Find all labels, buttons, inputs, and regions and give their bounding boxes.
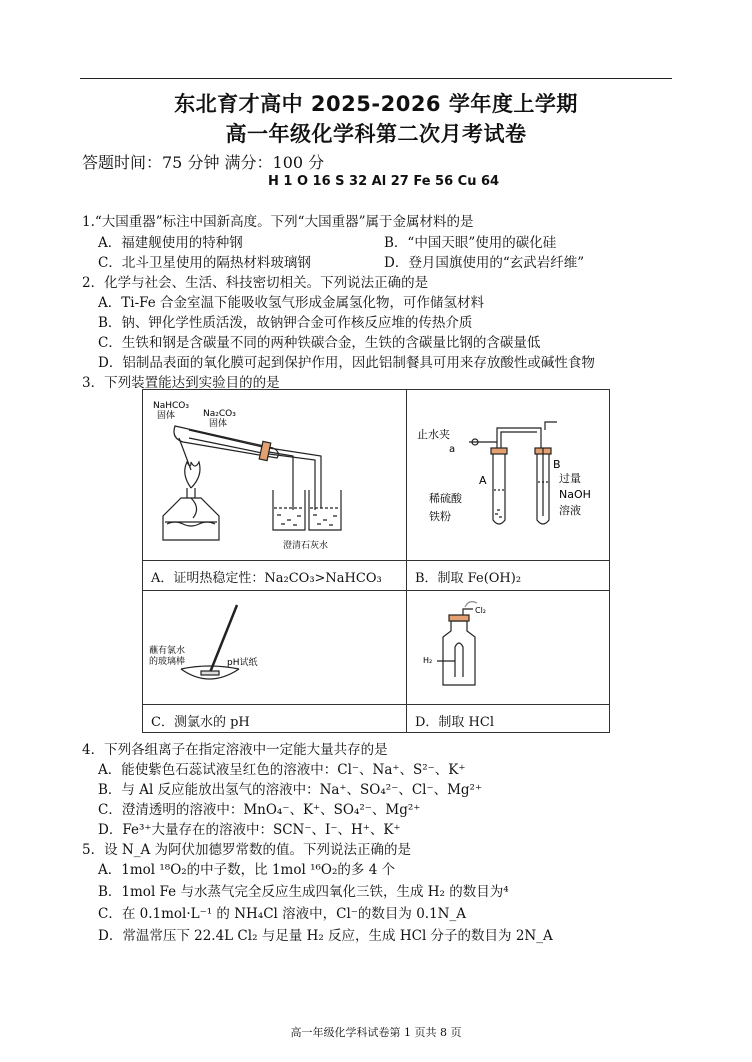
apparatus-table (142, 389, 610, 733)
top-rule (80, 78, 672, 79)
question-1-stem: 1.“大国重器”标注中国新高度。下列“大国重器”属于金属材料的是 (82, 214, 474, 230)
question-5-option-c: C．在 0.1mol·L⁻¹ 的 NH₄Cl 溶液中，Cl⁻的数目为 0.1N_A (98, 906, 466, 922)
question-1-option-d: D．登月国旗使用的“玄武岩纤维” (384, 255, 585, 271)
caption-c: C．测氯水的 pH (151, 715, 250, 730)
label-rod-2: 的玻璃棒 (149, 657, 186, 667)
apparatus-b-figure (407, 390, 609, 558)
caption-a: A．证明热稳定性：Na₂CO₃>NaHCO₃ (151, 571, 382, 586)
time-score-line: 答题时间：75 分钟 满分：100 分 (82, 153, 325, 172)
question-2-option-c: C．生铁和钢是含碳量不同的两种铁碳合金，生铁的含碳量比钢的含碳量低 (98, 335, 541, 351)
label-excess: 过量 (559, 472, 581, 485)
question-1-option-a: A．福建舰使用的特种钢 (98, 235, 243, 251)
table-divider-row3 (143, 704, 609, 705)
label-ph-paper: pH试纸 (227, 658, 258, 668)
question-2-option-d: D．铝制品表面的氧化膜可起到保护作用，因此铝制餐具可用来存放酸性或碱性食物 (98, 355, 595, 371)
question-5-option-b: B．1mol Fe 与水蒸气完全反应生成四氧化三铁，生成 H₂ 的数目为⁴ (98, 884, 509, 900)
question-4-option-d: D．Fe³⁺大量存在的溶液中：SCN⁻、I⁻、H⁺、K⁺ (98, 822, 401, 838)
question-4-option-c: C．澄清透明的溶液中：MnO₄⁻、K⁺、SO₄²⁻、Mg²⁺ (98, 802, 421, 818)
question-1-option-b: B．“中国天眼”使用的碳化硅 (384, 235, 557, 251)
page-footer: 高一年级化学科试卷第 1 页共 8 页 (290, 1026, 462, 1039)
exam-title-line1: 东北育才高中 2025-2026 学年度上学期 (174, 92, 578, 116)
question-2-option-a: A．Ti-Fe 合金室温下能吸收氢气形成金属氢化物，可作储氢材料 (98, 295, 485, 311)
apparatus-d-figure (407, 591, 609, 703)
exam-title-line2: 高一年级化学科第二次月考试卷 (225, 122, 527, 146)
label-solid-1: 固体 (157, 411, 176, 421)
caption-b: B．制取 Fe(OH)₂ (415, 571, 522, 586)
question-4-option-b: B．与 Al 反应能放出氢气的溶液中：Na⁺、SO₄²⁻、Cl⁻、Mg²⁺ (98, 782, 483, 798)
label-iron-powder: 铁粉 (429, 510, 451, 523)
question-5-option-d: D．常温常压下 22.4L Cl₂ 与足量 H₂ 反应，生成 HCl 分子的数目为 2N_A (98, 928, 553, 944)
question-1-option-c: C．北斗卫星使用的隔热材料玻璃钢 (98, 255, 311, 271)
label-limewater: 澄清石灰水 (283, 541, 329, 551)
apparatus-c-figure (143, 591, 405, 703)
question-5-stem: 5．设 N_A 为阿伏加德罗常数的值。下列说法正确的是 (82, 842, 411, 858)
question-4-stem: 4．下列各组离子在指定溶液中一定能大量共存的是 (82, 742, 388, 758)
label-nahco3: NaHCO₃ (153, 401, 189, 411)
label-na2co3: Na₂CO₃ (203, 409, 236, 419)
atomic-masses: H 1 O 16 S 32 Al 27 Fe 56 Cu 64 (268, 174, 500, 189)
label-tube-a: A (479, 474, 487, 487)
label-h2: H₂ (423, 656, 433, 665)
label-tube-b: B (553, 458, 561, 471)
caption-d: D．制取 HCl (415, 715, 494, 730)
label-a-small: a (449, 444, 456, 455)
label-solid-2: 固体 (209, 419, 228, 429)
label-clamp: 止水夹 (417, 428, 450, 441)
label-solution: 溶液 (559, 504, 581, 517)
label-cl2: Cl₂ (475, 606, 487, 615)
table-divider-row1 (143, 560, 609, 561)
question-3-stem: 3．下列装置能达到实验目的的是 (82, 375, 280, 391)
question-4-option-a: A．能使紫色石蕊试液呈红色的溶液中：Cl⁻、Na⁺、S²⁻、K⁺ (98, 762, 466, 778)
label-rod-1: 蘸有氯水 (149, 646, 186, 656)
question-2-stem: 2．化学与社会、生活、科技密切相关。下列说法正确的是 (82, 275, 429, 291)
label-naoh: NaOH (559, 488, 591, 501)
apparatus-a-figure (143, 390, 405, 558)
question-5-option-a: A．1mol ¹⁸O₂的中子数，比 1mol ¹⁶O₂的多 4 个 (98, 862, 396, 878)
question-2-option-b: B．钠、钾化学性质活泼，故钠钾合金可作核反应堆的传热介质 (98, 315, 473, 331)
label-dilute-sulfuric: 稀硫酸 (429, 492, 462, 505)
